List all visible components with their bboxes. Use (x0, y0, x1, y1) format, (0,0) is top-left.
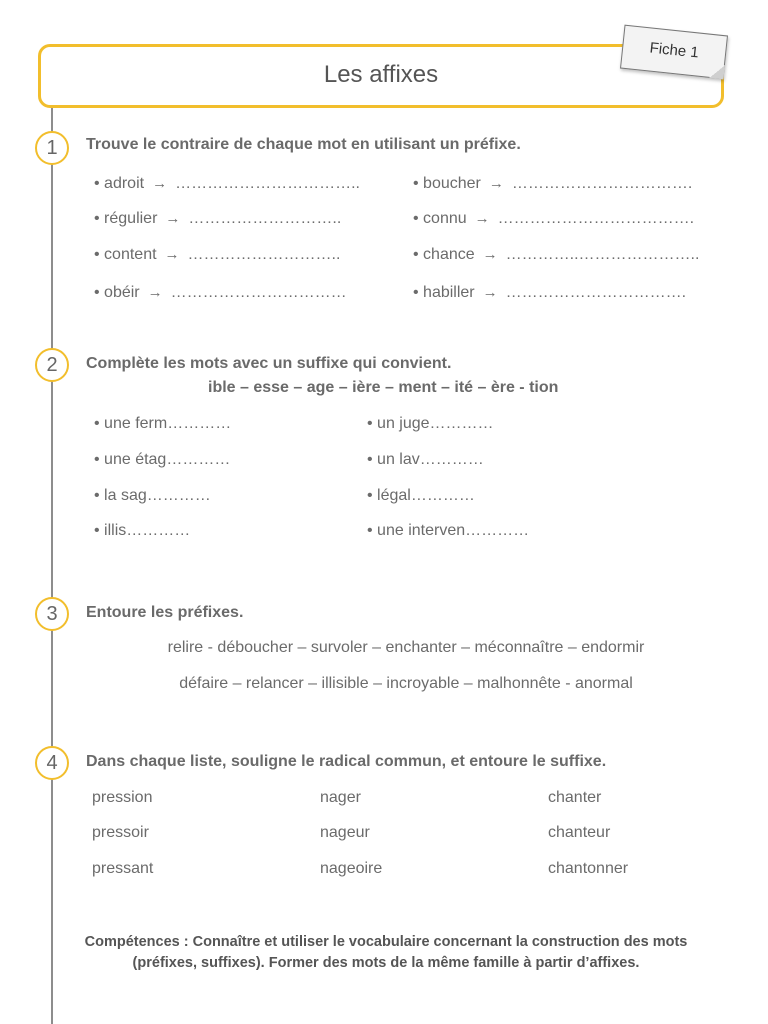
timeline-line (51, 100, 53, 1024)
ex4-word: nager (320, 789, 361, 806)
ex1-item (413, 246, 699, 264)
ex1-blank: ……………………….. (187, 246, 341, 263)
ex2-item: • un lav………… (367, 451, 484, 468)
ex1-item (413, 175, 692, 193)
ex1-blank: ……………………………. (511, 175, 693, 192)
ex1-word: • adroit (94, 175, 145, 192)
exercise-4-instruction: Dans chaque liste, souligne le radical commun, et entoure le suffixe. (86, 753, 607, 770)
ex4-word: chanter (548, 789, 602, 806)
prefix-words-line-2: défaire – relancer – illisible – incroyable – malhonnête - anormal (179, 675, 633, 692)
ex1-word: • obéir (94, 284, 140, 301)
ex1-item (413, 210, 694, 228)
ex2-item: • une ferm………… (94, 415, 232, 432)
right-arrow-icon: → (152, 175, 168, 192)
ex1-blank: ………………………………. (497, 210, 695, 227)
ex1-item (94, 246, 340, 264)
ex1-item (94, 210, 341, 228)
ex2-item: • un juge………… (367, 415, 494, 432)
right-arrow-icon: → (474, 210, 490, 227)
ex1-blank: ……………………………. (505, 284, 687, 301)
ex1-blank: ……………………….. (188, 210, 342, 227)
ex1-word: • connu (413, 210, 467, 227)
ex1-item (94, 175, 360, 193)
right-arrow-icon: → (164, 246, 180, 263)
page-curl-icon (709, 64, 724, 79)
ex1-item (94, 284, 347, 302)
ex1-word: • habiller (413, 284, 475, 301)
ex1-word: • content (94, 246, 157, 263)
ex4-word: nageoire (320, 860, 383, 877)
ex4-word: pression (92, 789, 153, 806)
competences-note: Compétences : Connaître et utiliser le vocabulaire concernant la construction des mots (préfixes, suffixes). Former des mots de la même famille à partir d’affixes. (84, 934, 688, 971)
right-arrow-icon: → (482, 284, 498, 301)
ex1-blank: …………………………….. (175, 175, 360, 192)
exercise-1-instruction: Trouve le contraire de chaque mot en utilisant un préfixe. (86, 136, 521, 153)
exercise-number-4: 4 (35, 746, 69, 780)
page-title: Les affixes (323, 61, 439, 88)
ex1-blank: …………..………………….. (505, 246, 700, 263)
ex2-item: • une étag………… (94, 451, 231, 468)
ex1-word: • boucher (413, 175, 481, 192)
exercise-number-3: 3 (35, 597, 69, 631)
ex1-blank: …………………………… (170, 284, 347, 301)
exercise-2-instruction: Complète les mots avec un suffixe qui convient. (86, 355, 452, 372)
right-arrow-icon: → (147, 284, 163, 301)
ex1-word: • régulier (94, 210, 158, 227)
exercise-number-1: 1 (35, 131, 69, 165)
ex2-item: • illis………… (94, 522, 191, 539)
suffix-list: ible – esse – age – ière – ment – ité – ère - tion (208, 379, 559, 396)
ex4-word: pressoir (92, 824, 149, 841)
fiche-label: Fiche 1 (648, 39, 700, 62)
ex2-item: • une interven………… (367, 522, 530, 539)
ex1-item (413, 284, 686, 302)
ex4-word: chantonner (548, 860, 629, 877)
right-arrow-icon: → (165, 210, 181, 227)
exercise-number-2: 2 (35, 348, 69, 382)
ex4-word: pressant (92, 860, 154, 877)
prefix-words-line-1: relire - déboucher – survoler – enchanter – méconnaître – endormir (167, 639, 645, 656)
ex2-item: • la sag………… (94, 487, 211, 504)
right-arrow-icon: → (488, 175, 504, 192)
ex4-word: nageur (320, 824, 370, 841)
exercise-3-instruction: Entoure les préfixes. (86, 604, 244, 621)
right-arrow-icon: → (482, 246, 498, 263)
ex1-word: • chance (413, 246, 475, 263)
ex4-word: chanteur (548, 824, 611, 841)
ex2-item: • légal………… (367, 487, 475, 504)
